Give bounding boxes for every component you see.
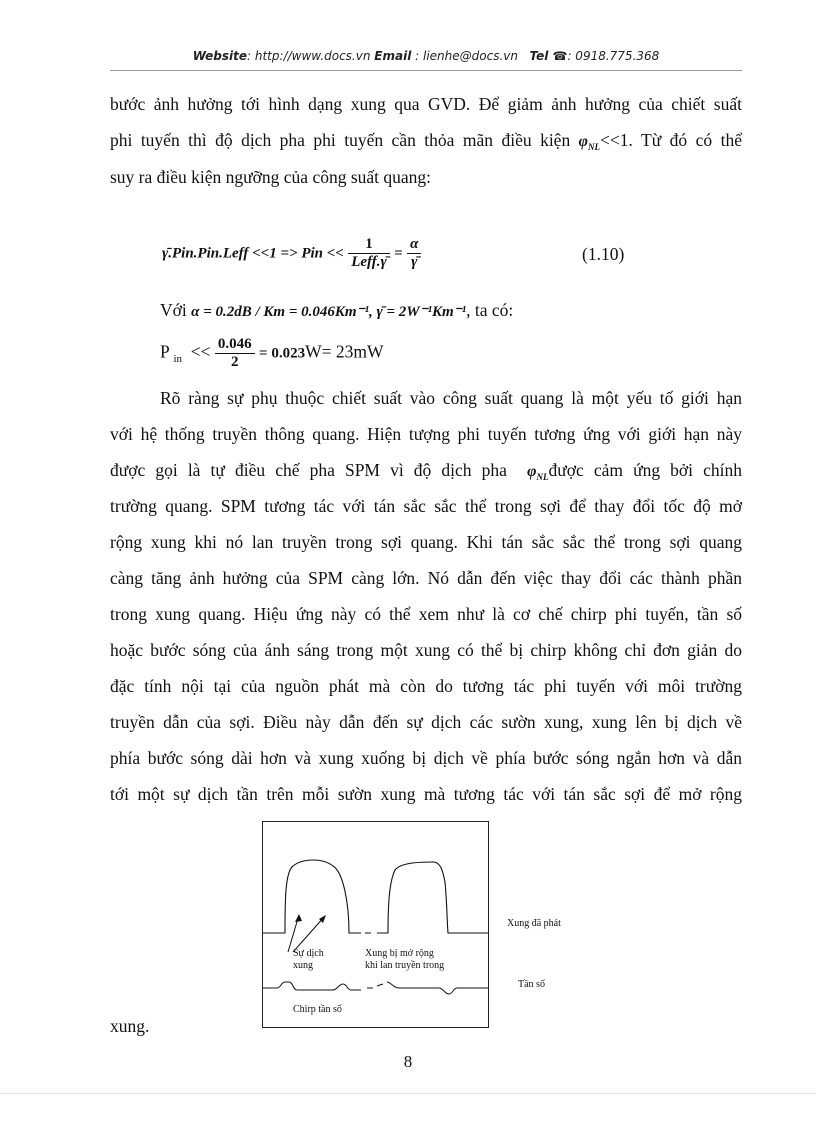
spm-figure <box>262 821 489 1028</box>
eq-frac-2-den: γ̄ <box>411 254 418 270</box>
eq-frac-1-num: 1 <box>348 236 390 254</box>
p1-line-2b: <<1. Từ đó có thể <box>600 130 742 150</box>
with-line <box>160 300 720 321</box>
p-less-less: << <box>190 341 211 362</box>
label-shift-1: Sự dịch <box>293 948 324 959</box>
eq-frac-1-den: Leff.γ̄ <box>351 254 387 270</box>
p2-line-3a: được gọi là tự điều chế pha SPM vì độ dịch pha <box>110 460 518 480</box>
p2-line-1: Rõ ràng sự phụ thuộc chiết suất vào công suất quang là một yếu tố giới hạn <box>160 388 742 408</box>
tel-label: Tel ☎ <box>529 49 568 63</box>
p2-line-3 <box>110 460 742 482</box>
with-suffix: , ta có: <box>466 300 514 320</box>
eq-equals: = <box>394 245 403 262</box>
p1-line-3: suy ra điều kiện ngưỡng của công suất quang: <box>110 167 432 187</box>
chirp-dashes <box>367 984 383 988</box>
equation-number: (1.10) <box>582 244 625 264</box>
label-broadened-1: Xung bị mở rộng <box>365 948 434 959</box>
label-emitted-pulse: Xung đã phát <box>507 918 561 929</box>
with-prefix: Với <box>160 300 192 320</box>
website-label: Website <box>192 49 248 63</box>
p2-line-12: tới một sự dịch tần trên mỗi sườn xung mà tương tác với tán sắc sợi để mở rộng <box>110 784 742 804</box>
p-result: = 0.023 <box>259 345 306 362</box>
chirp-line-1 <box>263 982 361 990</box>
p2-line-2: với hệ thống truyền thông quang. Hiện tượng phi tuyến tương ứng với giới hạn này <box>110 424 742 444</box>
p1-line-1: bước ảnh hưởng tới hình dạng xung qua GVD. Để giảm ảnh hưởng của chiết suất <box>110 94 742 114</box>
label-shift <box>293 948 324 972</box>
p-frac <box>215 336 255 371</box>
phi-nl-symbol <box>578 133 601 153</box>
p2-line-6: càng tăng ảnh hưởng của SPM càng lớn. Nó dẫn đến việc thay đổi các thành phần <box>110 568 742 588</box>
page-header <box>110 49 742 63</box>
label-shift-2: xung <box>293 960 313 971</box>
label-chirp: Chirp tần số <box>293 1004 342 1015</box>
tel-value: : 0918.775.368 <box>567 49 660 63</box>
with-expression: α = 0.2dB / Km = 0.046Km⁻¹, γ̄ = 2W⁻¹Km⁻¹ <box>191 304 467 320</box>
header-divider <box>110 70 742 71</box>
p2-line-3b: được cảm ứng bởi chính <box>548 460 743 480</box>
pulse-shifted <box>263 860 361 933</box>
eq-frac-2-num: α <box>407 236 421 254</box>
p2-line-5: rộng xung khi nó lan truyền trong sợi quang. Khi tán sắc sắc thể trong sợi quang <box>110 532 742 552</box>
p2-line-10: truyền dẫn của sợi. Điều này dẫn đến sự dịch các sườn xung, xung lên bị dịch về <box>110 712 742 732</box>
p2-line-7: trong xung quang. Hiệu ứng này có thể xem như là cơ chế chirp phi tuyến, tần số <box>110 604 742 624</box>
website-url[interactable]: : http://www.docs.vn <box>247 49 371 63</box>
phi-subscript-2: NL <box>536 472 549 483</box>
page-number: 8 <box>403 1052 413 1071</box>
phi-glyph-2: φ <box>527 463 537 480</box>
spm-diagram <box>263 822 488 1027</box>
email-label: Email <box>374 49 412 63</box>
p-subscript: in <box>173 353 183 366</box>
chirp-line-2 <box>387 982 488 994</box>
arrow-left-head <box>295 914 302 922</box>
p2-line-9: đặc tính nội tại của nguồn phát mà còn do tương tác phi tuyến với môi trường <box>110 676 742 696</box>
p-in-line <box>160 336 560 371</box>
pulse-broadened <box>377 862 488 933</box>
p-frac-den: 2 <box>231 354 239 370</box>
email-value[interactable]: : lienhe@docs.vn <box>411 49 518 63</box>
label-broadened <box>365 948 444 972</box>
p1-line-2 <box>110 130 742 152</box>
phi-nl-symbol-2 <box>527 463 549 483</box>
p-rest: W= 23mW <box>305 341 384 362</box>
eq-lhs: γ̄.Pin.Pin.Leff <<1 => Pin << <box>162 245 344 262</box>
eq-frac-2 <box>407 236 421 271</box>
page-bottom-divider <box>0 1093 816 1094</box>
phi-subscript: NL <box>588 142 601 153</box>
phi-glyph: φ <box>578 133 589 150</box>
eq-frac-1 <box>348 236 390 271</box>
p-frac-num: 0.046 <box>215 336 255 354</box>
p-symbol: P <box>160 341 170 362</box>
equation-1-10 <box>162 236 562 271</box>
label-frequency: Tần số <box>518 979 545 990</box>
p2-line-8: hoặc bước sóng của ánh sáng trong một xung có thể bị chirp không chỉ đơn giản do <box>110 640 742 660</box>
tail-word: xung. <box>110 1016 150 1036</box>
p1-line-2a: phi tuyến thì độ dịch pha phi tuyến cần thỏa mãn điều kiện <box>110 130 579 150</box>
p2-line-4: trường quang. SPM tương tác với tán sắc sắc thể trong sợi để thay đổi tốc độ mở <box>110 496 742 516</box>
label-broadened-2: khi lan truyền trong <box>365 960 445 971</box>
p2-line-11: phía bước sóng dài hơn và xung xuống bị dịch về phía bước sóng ngắn hơn và dẫn <box>110 748 742 768</box>
